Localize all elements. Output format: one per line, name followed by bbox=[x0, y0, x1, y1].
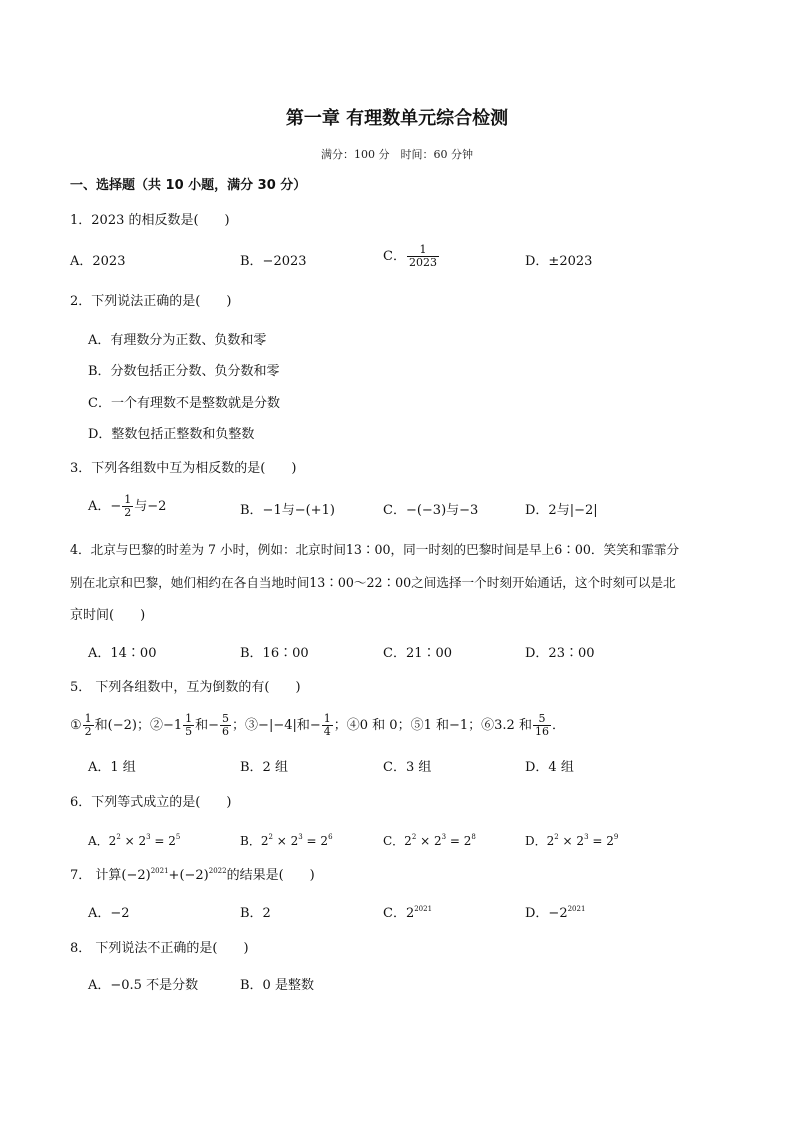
q5-fraction-3 bbox=[220, 713, 231, 738]
q5-fraction-4 bbox=[322, 713, 333, 738]
q7-stem-part-2: +(−2) bbox=[168, 868, 209, 883]
q3-option-a-fraction bbox=[122, 494, 133, 519]
q6-d-base: D．2 bbox=[525, 834, 555, 848]
q5-text-1: 和(−2)；②−1 bbox=[94, 718, 183, 733]
q8-option-b: B．0 是整数 bbox=[240, 978, 314, 993]
q6-b-times: × 2 bbox=[272, 834, 299, 848]
q6-a-times: × 2 bbox=[120, 834, 147, 848]
q7-stem-part-1: 7． 计算(−2) bbox=[70, 868, 151, 883]
q7-c-base: C．2 bbox=[383, 906, 415, 921]
exponent: 2 bbox=[268, 833, 273, 841]
exponent: 2021 bbox=[414, 905, 433, 913]
exponent: 2022 bbox=[208, 867, 227, 875]
q2-option-d: D．整数包括正整数和负整数 bbox=[88, 427, 255, 442]
q5-text-3: ；③−|−4|和− bbox=[232, 718, 321, 733]
q7-stem-part-3: 的结果是( ) bbox=[226, 868, 315, 883]
question-7-stem bbox=[70, 867, 315, 885]
q6-a-base: A．2 bbox=[88, 834, 117, 848]
q5-text-2: 和− bbox=[195, 718, 220, 733]
question-2-stem: 2．下列说法正确的是( ) bbox=[70, 294, 232, 309]
exponent: 3 bbox=[146, 833, 151, 841]
q3-option-a-rest: 与−2 bbox=[134, 499, 167, 514]
q6-b-equals: = 2 bbox=[302, 834, 329, 848]
fraction-numerator: 5 bbox=[222, 712, 230, 725]
fraction-numerator: 1 bbox=[84, 712, 92, 725]
q4-option-a: A．14∶00 bbox=[88, 646, 157, 661]
q3-option-b: B．−1与−(+1) bbox=[240, 503, 335, 518]
q6-option-b bbox=[240, 832, 333, 850]
question-6-stem: 6．下列等式成立的是( ) bbox=[70, 795, 232, 810]
question-1-stem: 1．2023 的相反数是( ) bbox=[70, 213, 230, 228]
exponent: 6 bbox=[328, 833, 333, 841]
q2-option-a: A．有理数分为正数、负数和零 bbox=[88, 333, 267, 348]
fraction-numerator: 1 bbox=[185, 712, 193, 725]
q6-c-times: × 2 bbox=[416, 834, 442, 848]
fraction-denominator: 4 bbox=[323, 725, 331, 738]
exponent: 9 bbox=[613, 833, 619, 841]
q3-option-c: C．−(−3)与−3 bbox=[383, 503, 479, 518]
question-4-line-2: 别在北京和巴黎，她们相约在各自当地时间13∶00～22∶00之间选择一个时刻开始通话，这个时刻可以是北 bbox=[70, 575, 676, 590]
question-8-stem: 8． 下列说法不正确的是( ) bbox=[70, 941, 249, 956]
exponent: 3 bbox=[298, 833, 303, 841]
q4-option-c: C．21∶00 bbox=[383, 646, 453, 661]
fraction-denominator: 5 bbox=[185, 725, 193, 738]
q7-option-c bbox=[383, 905, 432, 923]
page-title: 第一章 有理数单元综合检测 bbox=[285, 108, 509, 129]
q5-fraction-1 bbox=[83, 713, 94, 738]
question-5-items bbox=[70, 713, 565, 738]
q6-c-base: C．2 bbox=[383, 834, 412, 848]
exponent: 2 bbox=[554, 833, 559, 841]
q2-option-b: B．分数包括正分数、负分数和零 bbox=[88, 364, 280, 379]
q5-option-a: A．1 组 bbox=[88, 760, 136, 775]
q3-option-d: D．2与|−2| bbox=[525, 503, 598, 518]
exam-info: 满分：100 分 时间：60 分钟 bbox=[321, 148, 473, 161]
q6-option-c bbox=[383, 832, 476, 850]
fraction-denominator: 2 bbox=[124, 506, 132, 519]
exponent: 8 bbox=[471, 833, 476, 841]
exponent: 2021 bbox=[567, 905, 586, 913]
exponent: 2021 bbox=[150, 867, 169, 875]
q1-option-c-fraction bbox=[407, 244, 439, 269]
fraction-denominator: 2 bbox=[84, 725, 92, 738]
question-4-line-3: 京时间( ) bbox=[70, 608, 146, 623]
fraction-denominator: 2023 bbox=[408, 256, 437, 269]
exponent: 3 bbox=[584, 833, 589, 841]
q6-c-equals: = 2 bbox=[446, 834, 472, 848]
question-5-stem: 5． 下列各组数中，互为倒数的有( ) bbox=[70, 680, 301, 695]
exponent: 2 bbox=[116, 833, 121, 841]
q4-option-b: B．16∶00 bbox=[240, 646, 309, 661]
exponent: 2 bbox=[411, 833, 417, 841]
q1-option-d: D．±2023 bbox=[525, 254, 593, 269]
q5-option-b: B．2 组 bbox=[240, 760, 288, 775]
fraction-denominator: 16 bbox=[534, 725, 549, 738]
q7-d-base: D．−2 bbox=[525, 906, 568, 921]
q2-option-c: C．一个有理数不是整数就是分数 bbox=[88, 396, 280, 411]
exponent: 3 bbox=[441, 833, 447, 841]
fraction-numerator: 5 bbox=[533, 713, 551, 726]
section-heading: 一、选择题（共 10 小题，满分 30 分） bbox=[70, 178, 307, 193]
q6-option-a bbox=[88, 832, 180, 850]
q7-option-d bbox=[525, 905, 585, 923]
q7-option-a: A．−2 bbox=[88, 906, 130, 921]
fraction-numerator: 1 bbox=[124, 493, 132, 506]
q3-option-a-label: A．− bbox=[88, 499, 122, 514]
q6-d-equals: = 2 bbox=[588, 834, 614, 848]
q3-option-a bbox=[88, 494, 166, 519]
q5-text-5: ． bbox=[551, 718, 565, 733]
fraction-numerator: 1 bbox=[323, 712, 331, 725]
q1-option-c-label: C． bbox=[383, 249, 406, 264]
q5-option-d: D．4 组 bbox=[525, 760, 574, 775]
question-3-stem: 3．下列各组数中互为相反数的是( ) bbox=[70, 461, 297, 476]
q6-b-base: B．2 bbox=[240, 834, 269, 848]
exponent: 5 bbox=[175, 833, 181, 841]
q5-text-4: ；④0 和 0；⑤1 和−1；⑥3.2 和 bbox=[333, 718, 532, 733]
q5-option-c: C．3 组 bbox=[383, 760, 432, 775]
q5-fraction-2 bbox=[183, 713, 194, 738]
q6-option-d bbox=[525, 832, 618, 850]
q1-option-c bbox=[383, 244, 440, 269]
q4-option-d: D．23∶00 bbox=[525, 646, 595, 661]
q7-option-b: B．2 bbox=[240, 906, 271, 921]
item-marker: ① bbox=[70, 718, 82, 733]
fraction-denominator: 6 bbox=[222, 725, 230, 738]
q6-d-times: × 2 bbox=[558, 834, 585, 848]
q1-option-a: A．2023 bbox=[70, 254, 126, 269]
question-4-line-1: 4．北京与巴黎的时差为 7 小时，例如：北京时间13∶00，同一时刻的巴黎时间是早上6∶00．笑笑和霏霏分 bbox=[70, 542, 680, 557]
q1-option-b: B．−2023 bbox=[240, 254, 307, 269]
q8-option-a: A．−0.5 不是分数 bbox=[88, 978, 199, 993]
q6-a-equals: = 2 bbox=[150, 834, 176, 848]
q5-fraction-5 bbox=[533, 713, 551, 738]
fraction-numerator: 1 bbox=[407, 244, 439, 257]
